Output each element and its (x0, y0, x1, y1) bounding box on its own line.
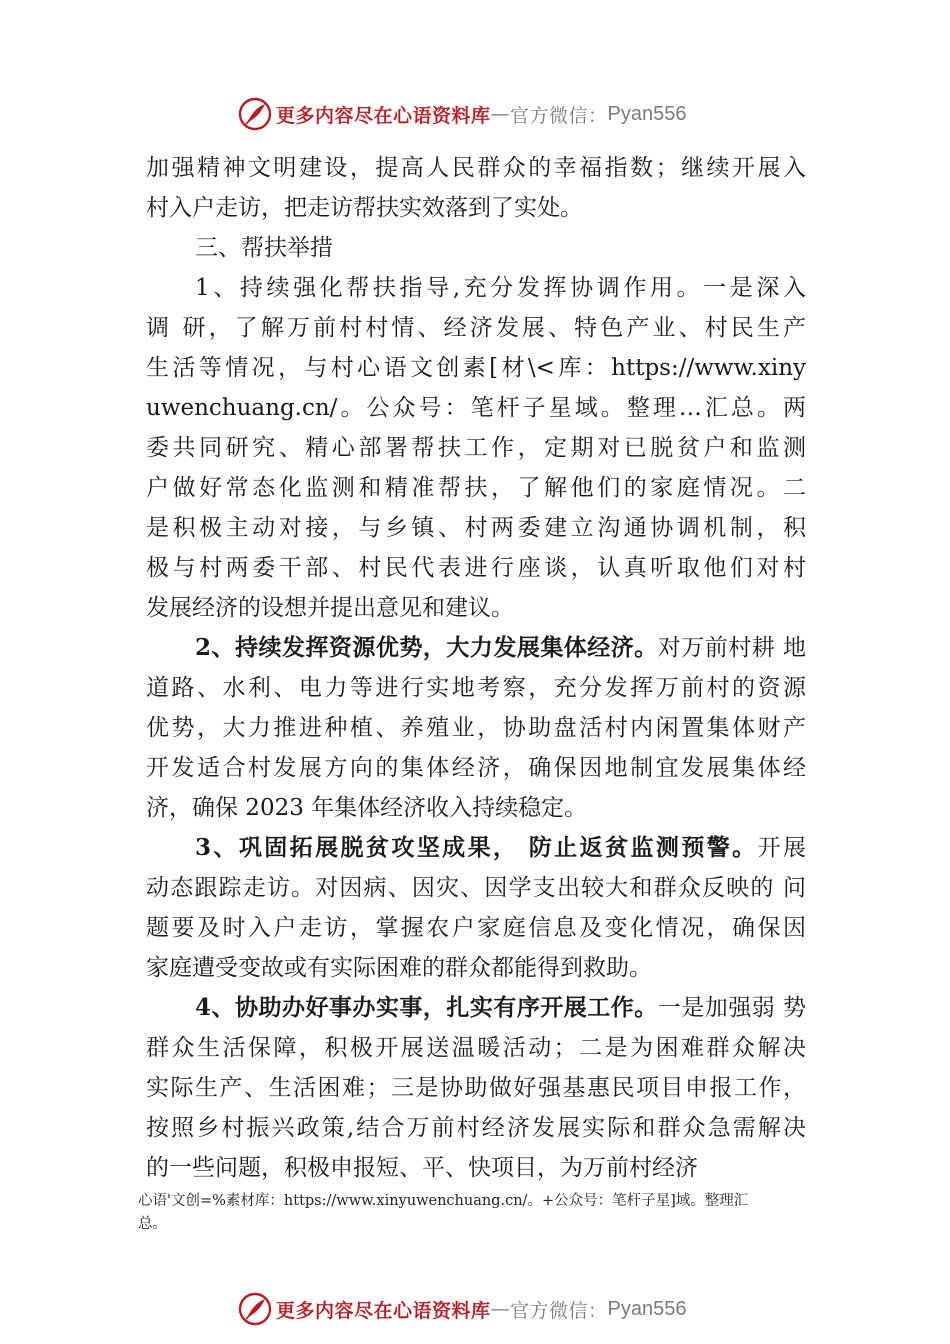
section-heading: 三、帮扶举措 (195, 235, 333, 261)
body-line: 按照乡村振兴政策,结合万前村经济发展实际和群众急需解决 (146, 1115, 806, 1141)
footer-suffix: 官方微信： (510, 1299, 608, 1322)
item-heading: 4、协助办好事办实事，扎实有序开展工作。 (195, 994, 658, 1021)
header-suffix: 官方微信： (510, 104, 608, 127)
body-line: 村入户走访，把走访帮扶实效落到了实处。 (146, 195, 583, 221)
body-line: 户做好常态化监测和精准帮扶，了解他们的家庭情况。二 (146, 475, 806, 501)
body-line: 的一些问题，积极申报短、平、快项目，为万前村经济 (146, 1155, 698, 1181)
body-line: 动态跟踪走访。对因病、因灾、因学支出较大和群众反映的 问 (146, 875, 806, 901)
body-line: uwenchuang.cn/。公众号：笔杆子星域。整理…汇总。两 (146, 395, 806, 421)
footnote-line: 心语'文创=%素材库：https://www.xinyuwenchuang.cn/。+公众号：笔杆子星]域。整理汇 (138, 1193, 749, 1209)
header-wechat-id: Pyan556 (607, 102, 687, 125)
quill-logo-icon (238, 1292, 272, 1326)
item-heading: 2、持续发挥资源优势，大力发展集体经济。 (195, 634, 658, 661)
footnote-line: 总。 (138, 1216, 167, 1232)
footer-brand: 更多内容尽在心语资料库 (276, 1299, 491, 1322)
body-line: 发展经济的设想并提出意见和建议。 (146, 595, 514, 621)
body-line: 加强精神文明建设，提高人民群众的幸福指数；继续开展入 (146, 155, 806, 181)
header-brand: 更多内容尽在心语资料库 (276, 104, 491, 127)
header-dash: — (490, 103, 511, 125)
body-line: 题要及时入户走访，掌握农户家庭信息及变化情况，确保因 (146, 915, 806, 941)
body-line: 开发适合村发展方向的集体经济，确保因地制宜发展集体经 (146, 755, 806, 781)
body-line: 是积极主动对接，与乡镇、村两委建立沟通协调机制，积 (146, 515, 806, 541)
footer-wechat-id: Pyan556 (607, 1297, 687, 1320)
body-line: 群众生活保障，积极开展送温暖活动；二是为困难群众解决 (146, 1035, 806, 1061)
body-line: 生活等情况，与村心语文创素[材\<库：https://www.xiny (146, 355, 806, 381)
footer-dash: — (490, 1298, 511, 1320)
body-line: 调 研，了解万前村村情、经济发展、特色产业、村民生产 (146, 315, 806, 341)
body-line: 委共同研究、精心部署帮扶工作，定期对已脱贫户和监测 (146, 435, 806, 461)
body-line: 4、协助办好事办实事，扎实有序开展工作。一是加强弱 势 (195, 994, 806, 1021)
body-line: 优势，大力推进种植、养殖业，协助盘活村内闲置集体财产 (146, 715, 806, 741)
body-line: 家庭遭受变故或有实际困难的群众都能得到救助。 (146, 955, 652, 981)
item-heading: 3、巩固拓展脱贫攻坚成果， 防止返贫监测预警。 (195, 834, 758, 861)
quill-logo-icon (238, 97, 272, 131)
body-line: 3、巩固拓展脱贫攻坚成果， 防止返贫监测预警。开展 (195, 834, 806, 861)
body-line: 1、持续强化帮扶指导,充分发挥协调作用。一是深入 (195, 275, 806, 301)
header-banner (238, 96, 687, 132)
body-line: 极与村两委干部、村民代表进行座谈，认真听取他们对村 (146, 555, 806, 581)
footer-banner (238, 1291, 687, 1327)
body-line: 道路、水利、电力等进行实地考察，充分发挥万前村的资源 (146, 675, 806, 701)
body-line: 济，确保 2023 年集体经济收入持续稳定。 (146, 795, 588, 821)
body-line: 2、持续发挥资源优势，大力发展集体经济。对万前村耕 地 (195, 634, 806, 661)
body-line: 实际生产、生活困难；三是协助做好强基惠民项目申报工作， (146, 1075, 806, 1101)
